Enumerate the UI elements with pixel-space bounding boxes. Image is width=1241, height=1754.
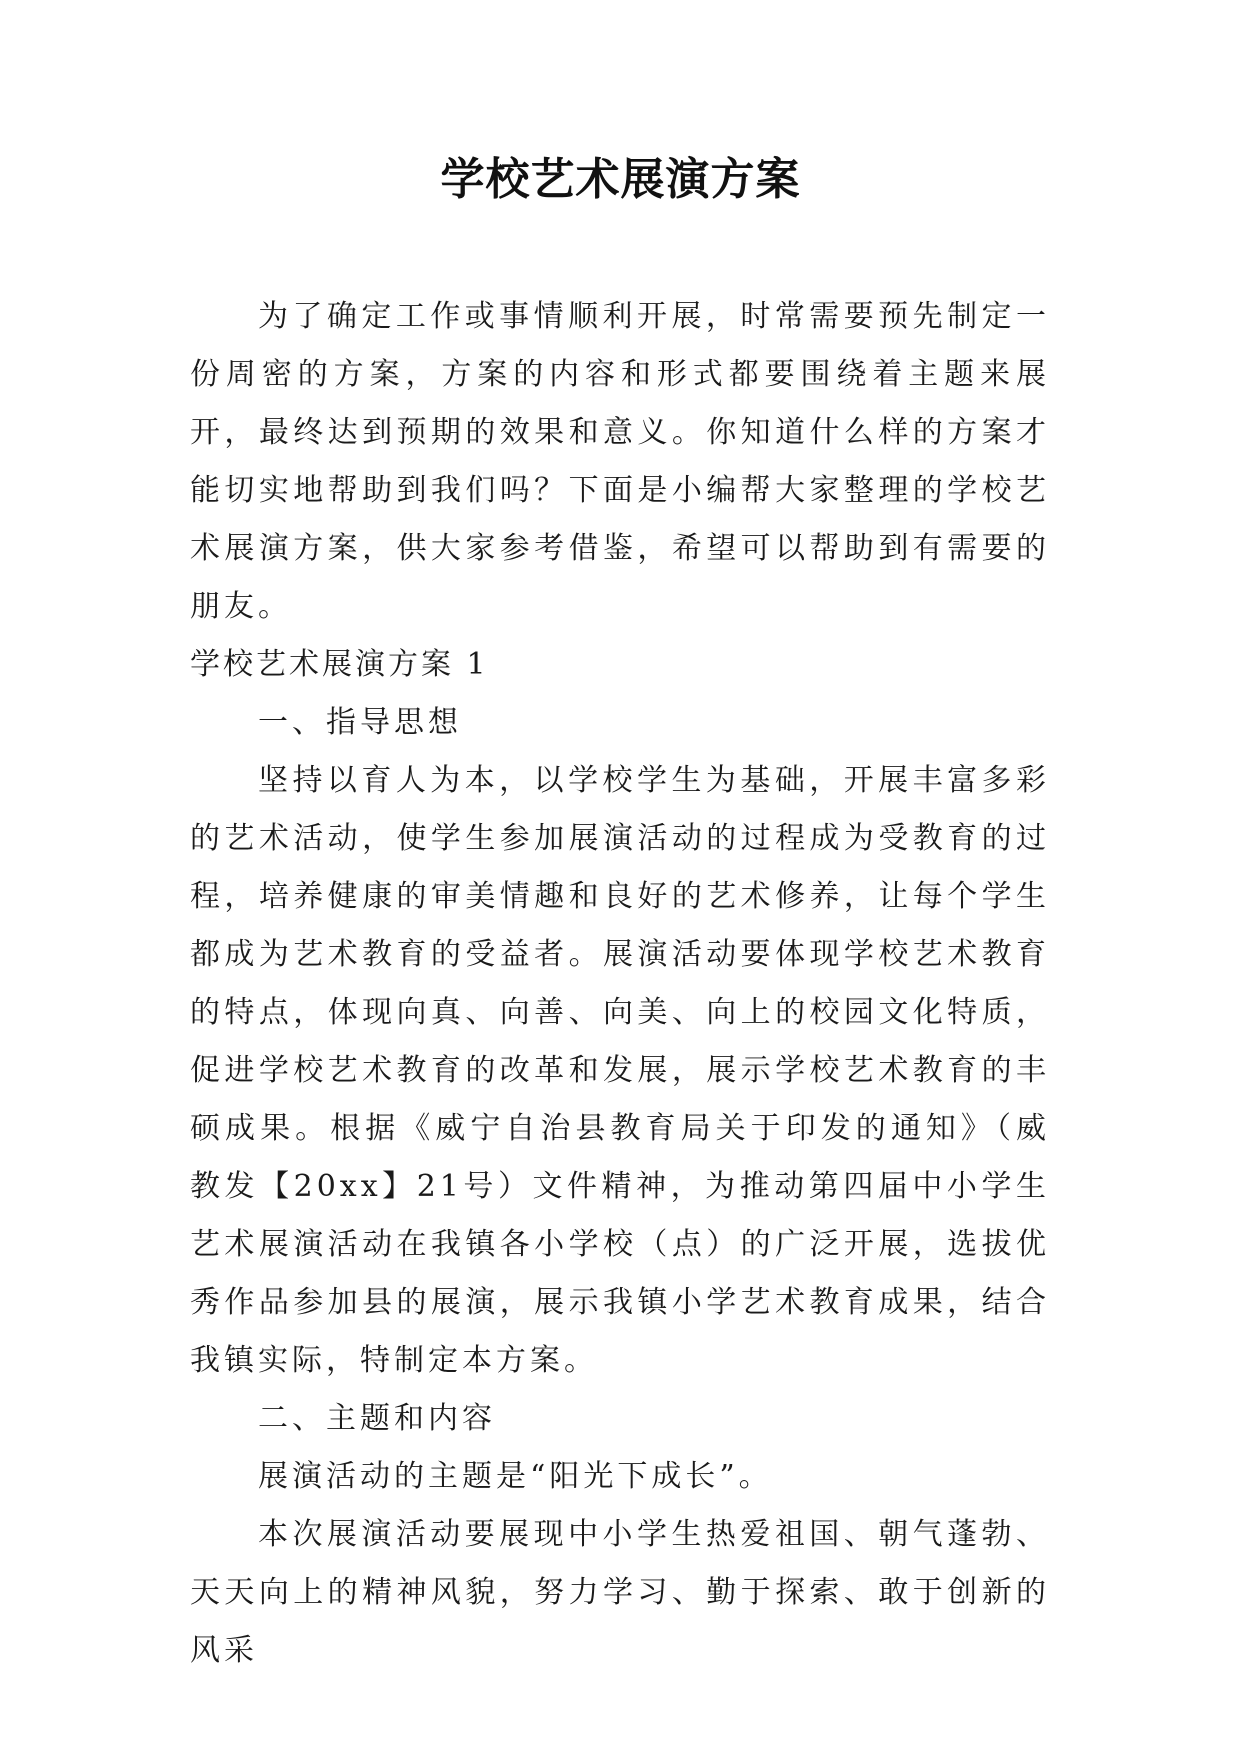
intro-paragraph: 为了确定工作或事情顺利开展，时常需要预先制定一份周密的方案，方案的内容和形式都要围绕着主题来展开，最终达到预期的效果和意义。你知道什么样的方案才能切实地帮助到我们吗？下面是小编帮大家整理的学校艺术展演方案，供大家参考借鉴，希望可以帮助到有需要的朋友。 xyxy=(190,299,1050,624)
heading-theme-content: 二、主题和内容 xyxy=(258,1401,496,1436)
section-heading: 学校艺术展演方案 1 xyxy=(190,647,489,682)
paragraph-activity-description: 本次展演活动要展现中小学生热爱祖国、朝气蓬勃、天天向上的精神风貌，努力学习、勤于探索、敢于创新的风采 xyxy=(190,1517,1050,1668)
heading-guiding-ideology: 一、指导思想 xyxy=(258,705,462,740)
section-content xyxy=(190,694,1050,1680)
document-title: 学校艺术展演方案 xyxy=(440,154,801,205)
paragraph-theme: 展演活动的主题是“阳光下成长”。 xyxy=(258,1459,773,1494)
paragraph-guiding-ideology: 坚持以育人为本，以学校学生为基础，开展丰富多彩的艺术活动，使学生参加展演活动的过程成为受教育的过程，培养健康的审美情趣和良好的艺术修养，让每个学生都成为艺术教育的受益者。展演活动要体现学校艺术教育的特点，体现向真、向善、向美、向上的校园文化特质，促进学校艺术教育的改革和发展，展示学校艺术教育的丰硕成果。根据《威宁自治县教育局关于印发的通知》（威教发【20xx】21号）文件精神，为推动第四届中小学生艺术展演活动在我镇各小学校（点）的广泛开展，选拔优秀作品参加县的展演，展示我镇小学艺术教育成果，结合我镇实际，特制定本方案。 xyxy=(190,763,1050,1378)
